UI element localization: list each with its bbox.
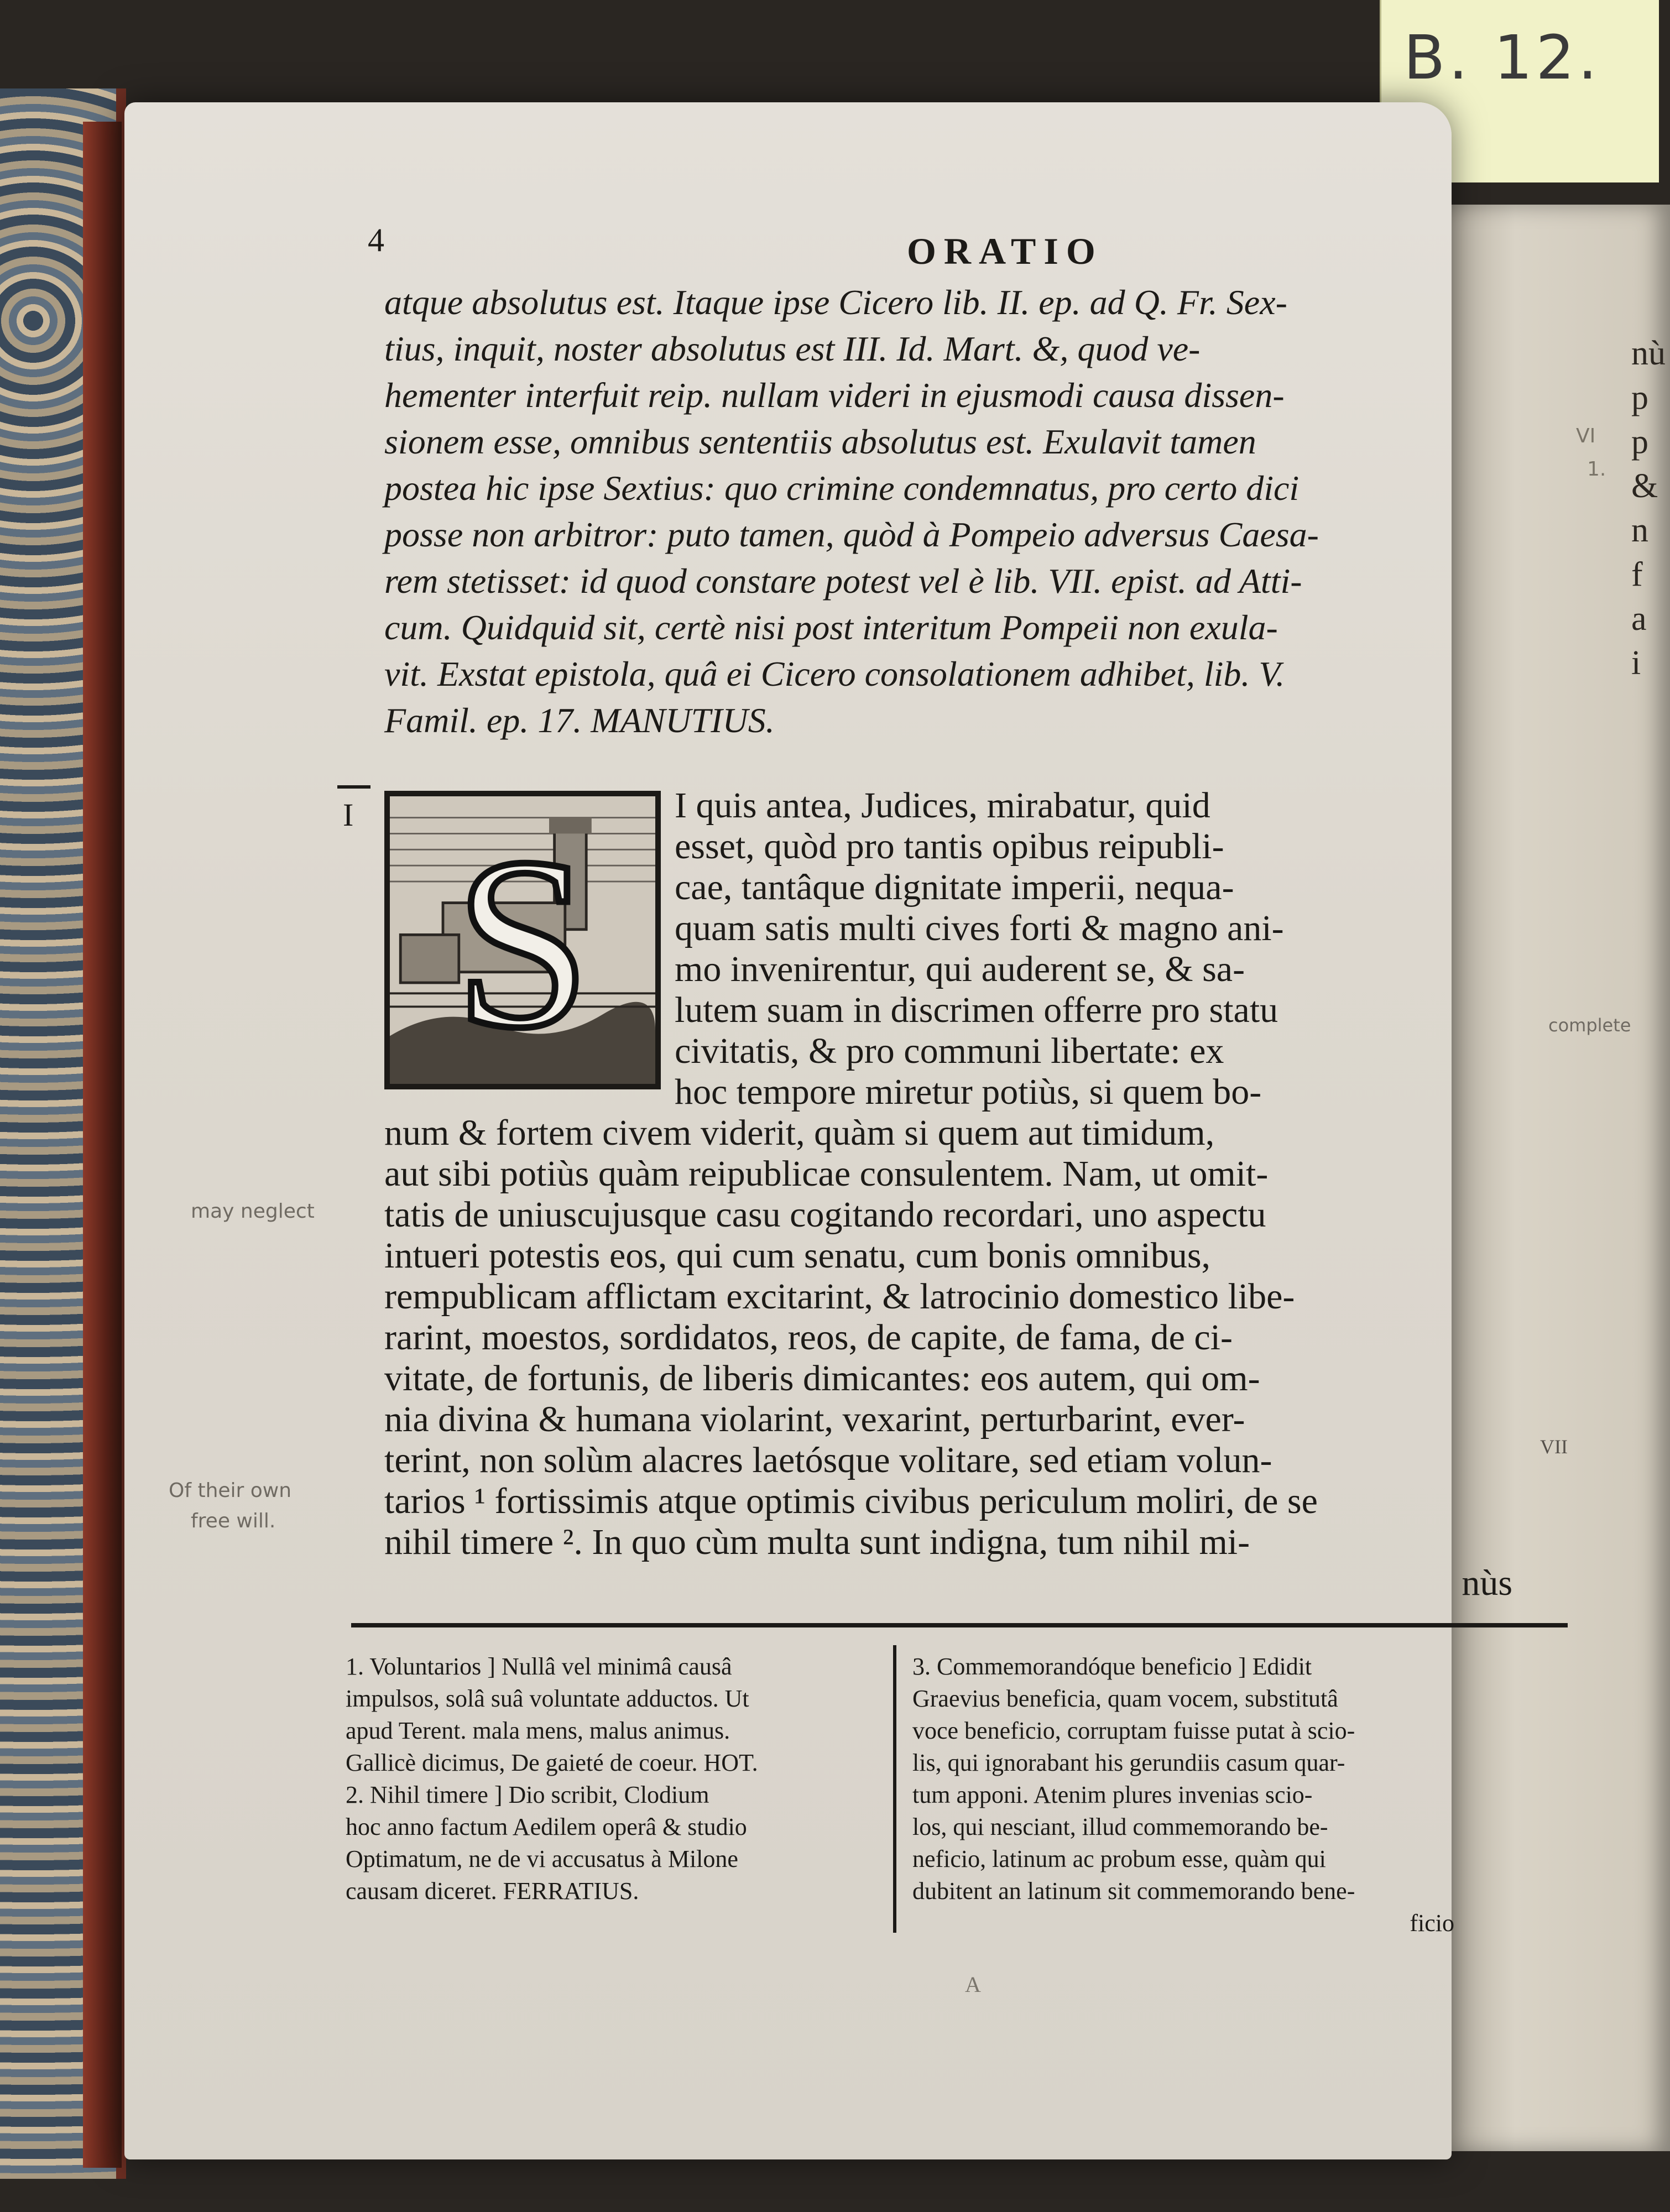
section-number: I [343, 797, 354, 833]
text-line: rarint, moestos, sordidatos, reos, de capite, de fama, de ci- [384, 1317, 1233, 1358]
facing-page-margin-note: VI [1576, 425, 1596, 447]
facing-page-fragment: p [1631, 379, 1648, 416]
footnote-line: hoc anno factum Aedilem operâ & studio [346, 1813, 747, 1840]
footnote-line: Graevius beneficia, quam vocem, substitutâ [912, 1685, 1338, 1712]
footnote-line: 2. Nihil timere ] Dio scribit, Clodium [346, 1781, 709, 1808]
facing-page-margin-note: 1. [1587, 458, 1606, 481]
text-line: lutem suam in discrimen offerre pro statu [675, 990, 1278, 1030]
text-line: I quis antea, Judices, mirabatur, quid [675, 785, 1210, 826]
text-line: aut sibi potiùs quàm reipublicae consulentem. Nam, ut omit- [384, 1154, 1269, 1194]
footnote-line: tum apponi. Atenim plures invenias scio- [912, 1781, 1313, 1808]
facing-page-fragment: n [1631, 512, 1648, 549]
text-line: tatis de uniuscujusque casu cogitando recordari, uno aspectu [384, 1194, 1266, 1235]
footnote-line: impulsos, solâ suâ voluntate adductos. Ut [346, 1685, 749, 1712]
note-line: sionem esse, omnibus sententiis absolutus est. Exulavit tamen [384, 422, 1256, 461]
margin-note: VII [1540, 1436, 1568, 1458]
facing-page-fragment: p [1631, 423, 1648, 461]
text-line: mo invenirentur, qui auderent se, & sa- [675, 949, 1245, 989]
footnote-line: lis, qui ignorabant his gerundiis casum quar- [912, 1749, 1345, 1776]
text-line: quam satis multi cives forti & magno ani- [675, 908, 1284, 948]
facing-page-fragment: a [1631, 600, 1647, 638]
margin-note: Of their own [169, 1479, 292, 1502]
footnote-line: Gallicè dicimus, De gaieté de coeur. HOT. [346, 1749, 758, 1776]
note-line: tius, inquit, noster absolutus est III. Id. Mart. &, quod ve- [384, 329, 1201, 368]
text-line: esset, quòd pro tantis opibus reipubli- [675, 826, 1224, 867]
footnote-catchword: ficio [1410, 1910, 1454, 1937]
text-line: tarios ¹ fortissimis atque optimis civibus periculum moliri, de se [384, 1481, 1318, 1521]
text-line: vitate, de fortunis, de liberis dimicantes: eos autem, qui om- [384, 1358, 1260, 1399]
note-line: postea hic ipse Sextius: quo crimine condemnatus, pro certo dici [384, 468, 1300, 508]
commentary-note [384, 279, 1529, 744]
leather-spine-edge [83, 122, 122, 2168]
footnote-line: dubitent an latinum sit commemorando bene- [912, 1877, 1355, 1905]
text-line: num & fortem civem viderit, quàm si quem aut timidum, [384, 1113, 1215, 1153]
running-head: ORATIO [907, 230, 1103, 272]
text-line: intueri potestis eos, qui cum senatu, cum bonis omnibus, [384, 1235, 1211, 1276]
text-line: terint, non solùm alacres laetósque volitare, sed etiam volun- [384, 1440, 1272, 1480]
note-line: rem stetisset: id quod constare potest vel è lib. VII. epist. ad Atti- [384, 561, 1302, 601]
note-line: posse non arbitror: puto tamen, quòd à Pompeio adversus Caesa- [384, 515, 1319, 554]
footnote-line: 1. Voluntarios ] Nullâ vel minimâ causâ [346, 1653, 732, 1680]
footnote-rule [351, 1623, 1568, 1627]
text-line: cae, tantâque dignitate imperii, nequa- [675, 867, 1234, 907]
footnotes-left-column [346, 1651, 888, 1907]
note-line: Famil. ep. 17. MANUTIUS. [384, 701, 775, 740]
text-line: hoc tempore miretur potiùs, si quem bo- [675, 1072, 1262, 1112]
footnote-line: 3. Commemorandóque beneficio ] Edidit [912, 1653, 1312, 1680]
footnote-line: causam diceret. FERRATIUS. [346, 1877, 639, 1905]
note-line: cum. Quidquid sit, certè nisi post interitum Pompeii non exula- [384, 608, 1278, 647]
catchword: nùs [1462, 1563, 1512, 1603]
footnote-line: voce beneficio, corruptam fuisse putat à scio- [912, 1717, 1355, 1744]
facing-page-fragment: & [1631, 467, 1658, 505]
note-line: atque absolutus est. Itaque ipse Cicero lib. II. ep. ad Q. Fr. Sex- [384, 283, 1287, 322]
footnote-column-divider [893, 1645, 896, 1933]
margin-note: may neglect [191, 1200, 315, 1223]
text-line: civitatis, & pro communi libertate: ex [675, 1031, 1224, 1071]
text-line: nihil timere ². In quo cùm multa sunt indigna, tum nihil mi- [384, 1522, 1250, 1562]
note-line: hementer interfuit reip. nullam videri in ejusmodi causa dissen- [384, 375, 1285, 415]
note-line: vit. Exstat epistola, quâ ei Cicero consolationem adhibet, lib. V. [384, 654, 1285, 693]
facing-page-fragment: i [1631, 644, 1641, 682]
text-line: nia divina & humana violarint, vexarint, perturbarint, ever- [384, 1399, 1245, 1439]
shelf-label: B. 12. [1380, 0, 1659, 182]
facing-page-fragment: nù [1631, 335, 1666, 372]
footnote-line: neficio, latinum ac probum esse, quàm qui [912, 1845, 1326, 1872]
margin-note: complete [1548, 1015, 1631, 1036]
oration-text [384, 785, 1529, 1604]
footnote-line: Optimatum, ne de vi accusatus à Milone [346, 1845, 738, 1872]
footnotes-right-column [912, 1651, 1454, 1939]
book-page [124, 102, 1631, 2159]
text-line: rempublicam afflictam excitarint, & latrocinio domestico libe- [384, 1276, 1295, 1317]
dropcap-letter: S [455, 807, 591, 1079]
footnote-line: los, qui nesciant, illud commemorando be- [912, 1813, 1328, 1840]
signature-mark: A [965, 1972, 981, 1997]
page-number: 4 [368, 222, 384, 258]
footnote-line: apud Terent. mala mens, malus animus. [346, 1717, 730, 1744]
facing-page-fragment: f [1631, 556, 1643, 593]
margin-note: free will. [191, 1510, 276, 1532]
